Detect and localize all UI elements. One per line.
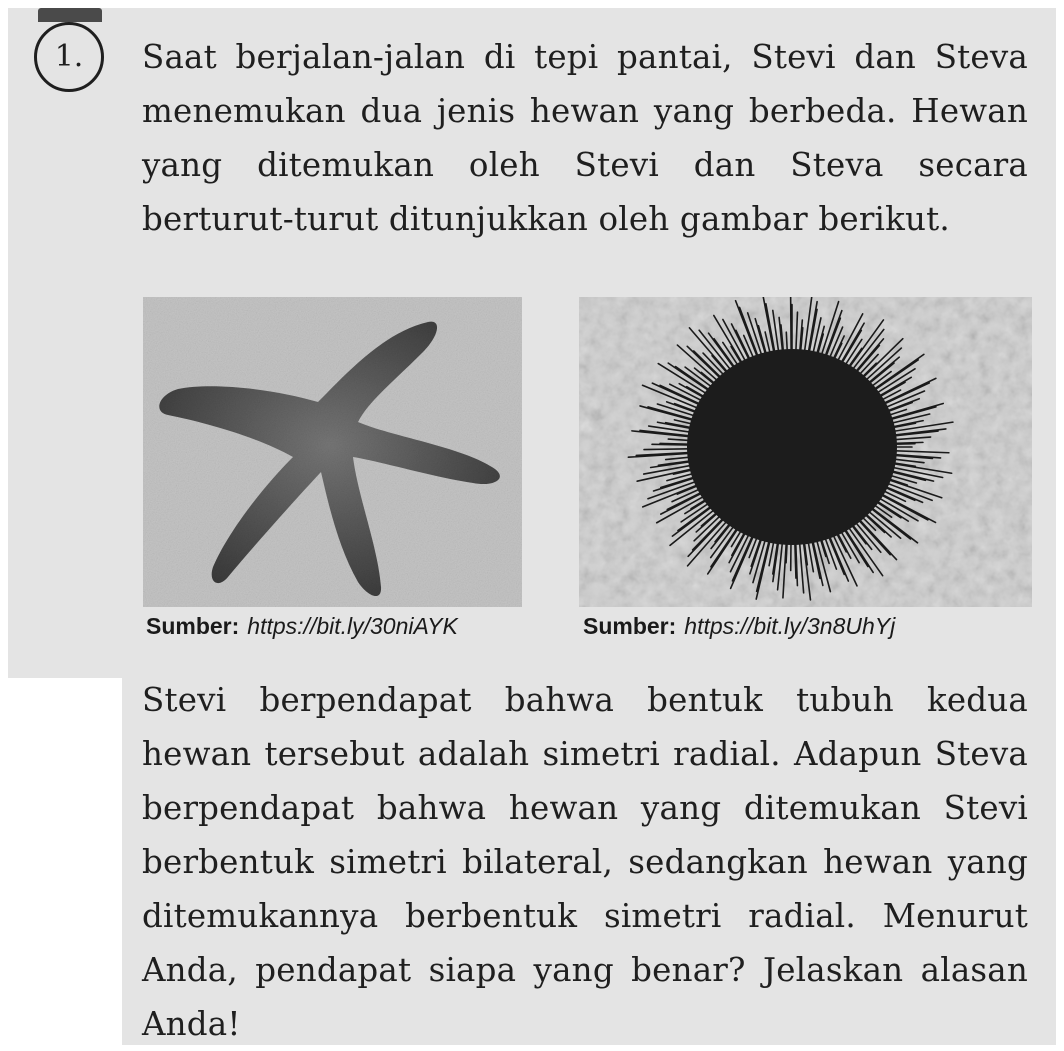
figure-2-source-url[interactable]: https://bit.ly/3n8UhYj <box>684 613 896 639</box>
figure-2-source <box>583 612 895 640</box>
figure-1-source-label: Sumber: <box>146 613 240 639</box>
figure-2-source-label: Sumber: <box>583 613 677 639</box>
question-number: 1. <box>54 39 84 74</box>
question-prompt-text: Stevi berpendapat bahwa bentuk tubuh kedua hewan tersebut adalah simetri radial. Adapun Steva berpendapat bahwa hewan yang ditemukan Stevi berbentuk simetri bilateral, sedangkan hewan yang ditemukannya berbentuk simetri radial. Menurut Anda, pendapat siapa yang benar? Jelaskan alasan Anda! <box>142 681 1028 1043</box>
hots-badge <box>38 8 102 22</box>
figure-1-source-url[interactable]: https://bit.ly/30niAYK <box>247 613 458 639</box>
question-intro-text: Saat berjalan-jalan di tepi pantai, Stevi dan Steva menemukan dua jenis hewan yang berbeda. Hewan yang ditemukan oleh Stevi dan Steva secara berturut-turut ditunjukkan oleh gambar berikut. <box>142 38 1028 238</box>
sea-urchin-photo <box>579 297 1032 607</box>
figure-1-source <box>146 612 458 640</box>
starfish-photo <box>143 297 522 607</box>
